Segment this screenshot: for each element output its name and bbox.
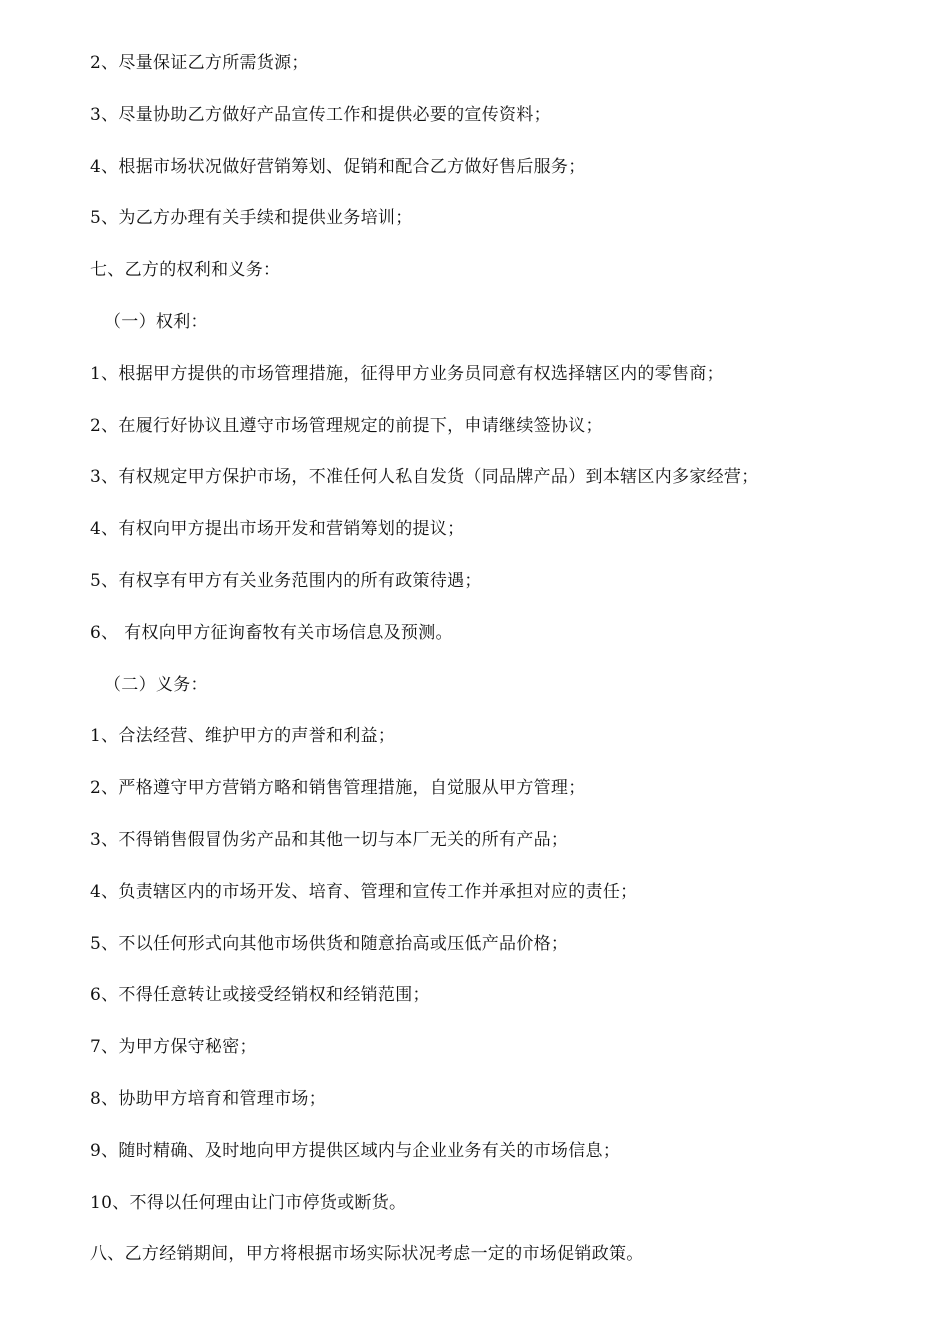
clause-line: 10、不得以任何理由让门市停货或断货。: [90, 1193, 407, 1213]
section-heading: 八、乙方经销期间，甲方将根据市场实际状况考虑一定的市场促销政策。: [90, 1244, 644, 1264]
clause-line: 6、 有权向甲方征询畜牧有关市场信息及预测。: [90, 623, 453, 643]
clause-line: 3、尽量协助乙方做好产品宣传工作和提供必要的宣传资料；: [90, 105, 551, 125]
clause-line: 3、不得销售假冒伪劣产品和其他一切与本厂无关的所有产品；: [90, 830, 569, 850]
clause-line: 2、在履行好协议且遵守市场管理规定的前提下，申请继续签协议；: [90, 416, 603, 436]
clause-line: 1、根据甲方提供的市场管理措施，征得甲方业务员同意有权选择辖区内的零售商；: [90, 364, 724, 384]
clause-line: 5、为乙方办理有关手续和提供业务培训；: [90, 208, 413, 228]
clause-line: 2、严格遵守甲方营销方略和销售管理措施，自觉服从甲方管理；: [90, 778, 586, 798]
clause-line: 5、有权享有甲方有关业务范围内的所有政策待遇；: [90, 571, 482, 591]
clause-line: 5、不以任何形式向其他市场供货和随意抬高或压低产品价格；: [90, 934, 569, 954]
clause-line: 8、协助甲方培育和管理市场；: [90, 1089, 327, 1109]
subsection-heading: （二）义务：: [104, 675, 208, 695]
clause-line: 6、不得任意转让或接受经销权和经销范围；: [90, 985, 430, 1005]
subsection-heading: （一）权利：: [104, 312, 208, 332]
clause-line: 4、有权向甲方提出市场开发和营销筹划的提议；: [90, 519, 465, 539]
clause-line: 9、随时精确、及时地向甲方提供区域内与企业业务有关的市场信息；: [90, 1141, 621, 1161]
clause-line: 2、尽量保证乙方所需货源；: [90, 53, 309, 73]
clause-line: 4、根据市场状况做好营销筹划、促销和配合乙方做好售后服务；: [90, 157, 586, 177]
clause-line: 1、合法经营、维护甲方的声誉和利益；: [90, 726, 396, 746]
clause-line: 4、负责辖区内的市场开发、培育、管理和宣传工作并承担对应的责任；: [90, 882, 638, 902]
section-heading: 七、乙方的权利和义务：: [90, 260, 281, 280]
clause-line: 7、为甲方保守秘密；: [90, 1037, 257, 1057]
clause-line: 3、有权规定甲方保护市场，不准任何人私自发货（同品牌产品）到本辖区内多家经营；: [90, 467, 759, 487]
